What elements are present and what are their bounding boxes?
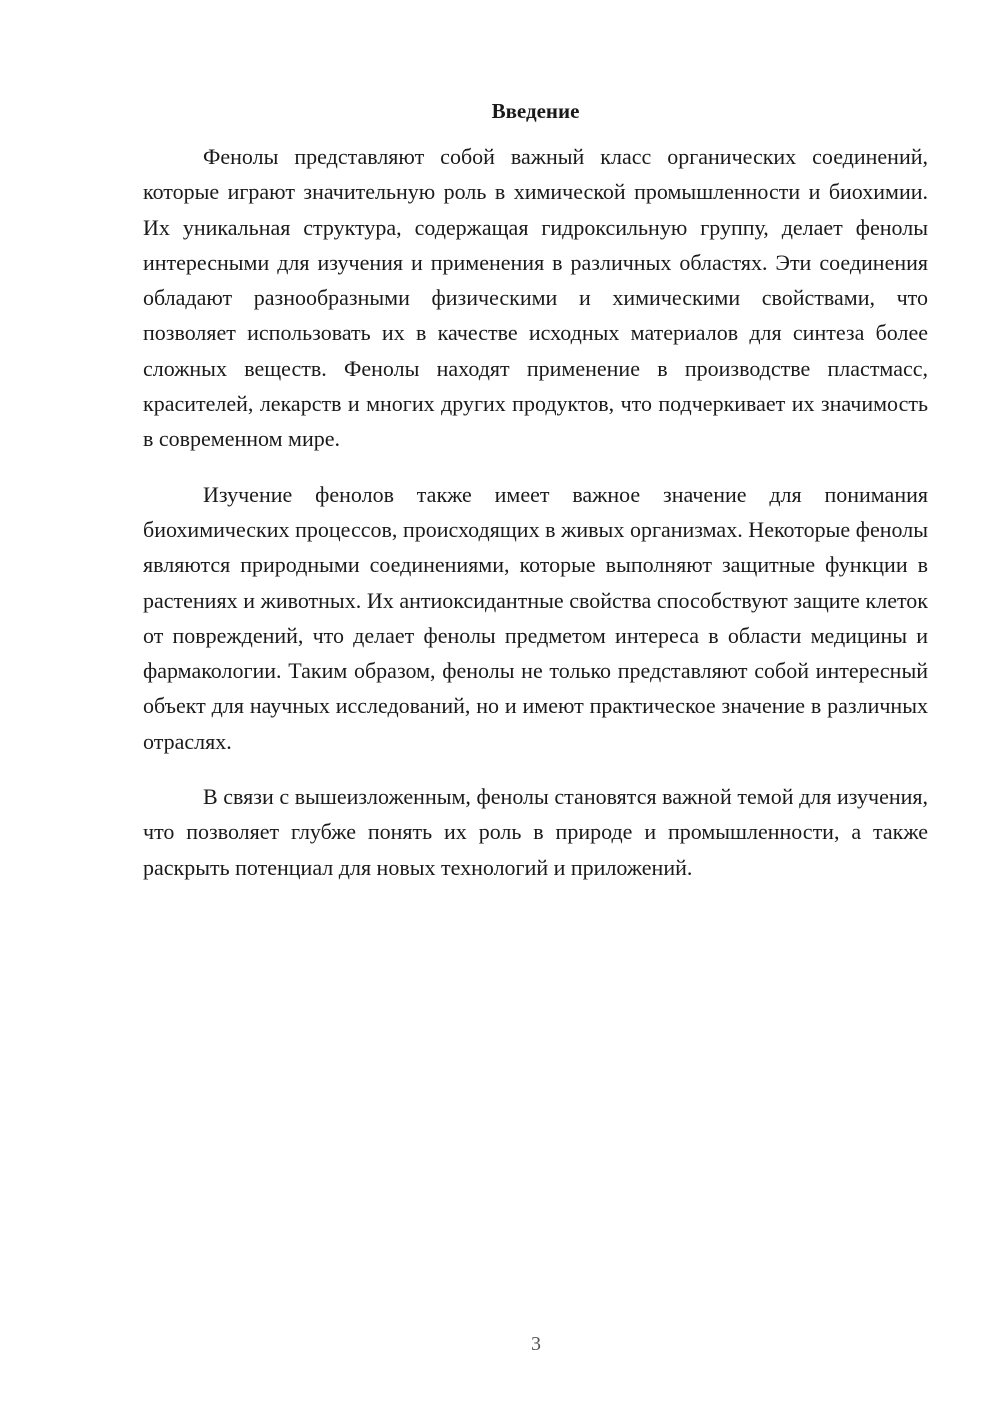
page-number: 3 [531,1333,541,1355]
paragraph-3: В связи с вышеизложенным, фенолы становятся важной темой для изучения, что позволяет глубже понять их роль в природе и промышленности, а также раскрыть потенциал для новых технологий и приложений. [143,784,928,880]
page-content [143,96,928,905]
paragraph-1: Фенолы представляют собой важный класс органических соединений, которые играют значительную роль в химической промышленности и биохимии. Их уникальная структура, содержащая гидроксильную группу, делает фенолы интересными для изучения и применения в различных областях. Эти соединения обладают разнообразными физическими и химическими свойствами, что позволяет использовать их в качестве исходных материалов для синтеза более сложных веществ. Фенолы находят применение в производстве пластмасс, красителей, лекарств и многих других продуктов, что подчеркивает их значимость в современном мире. [143,144,928,452]
paragraph-2: Изучение фенолов также имеет важное значение для понимания биохимических процессов, происходящих в живых организмах. Некоторые фенолы являются природными соединениями, которые выполняют защитные функции в растениях и животных. Их антиоксидантные свойства способствуют защите клеток от повреждений, что делает фенолы предметом интереса в области медицины и фармакологии. Таким образом, фенолы не только представляют собой интересный объект для научных исследований, но и имеют практическое значение в различных отраслях. [143,481,928,754]
section-title: Введение [491,99,580,123]
